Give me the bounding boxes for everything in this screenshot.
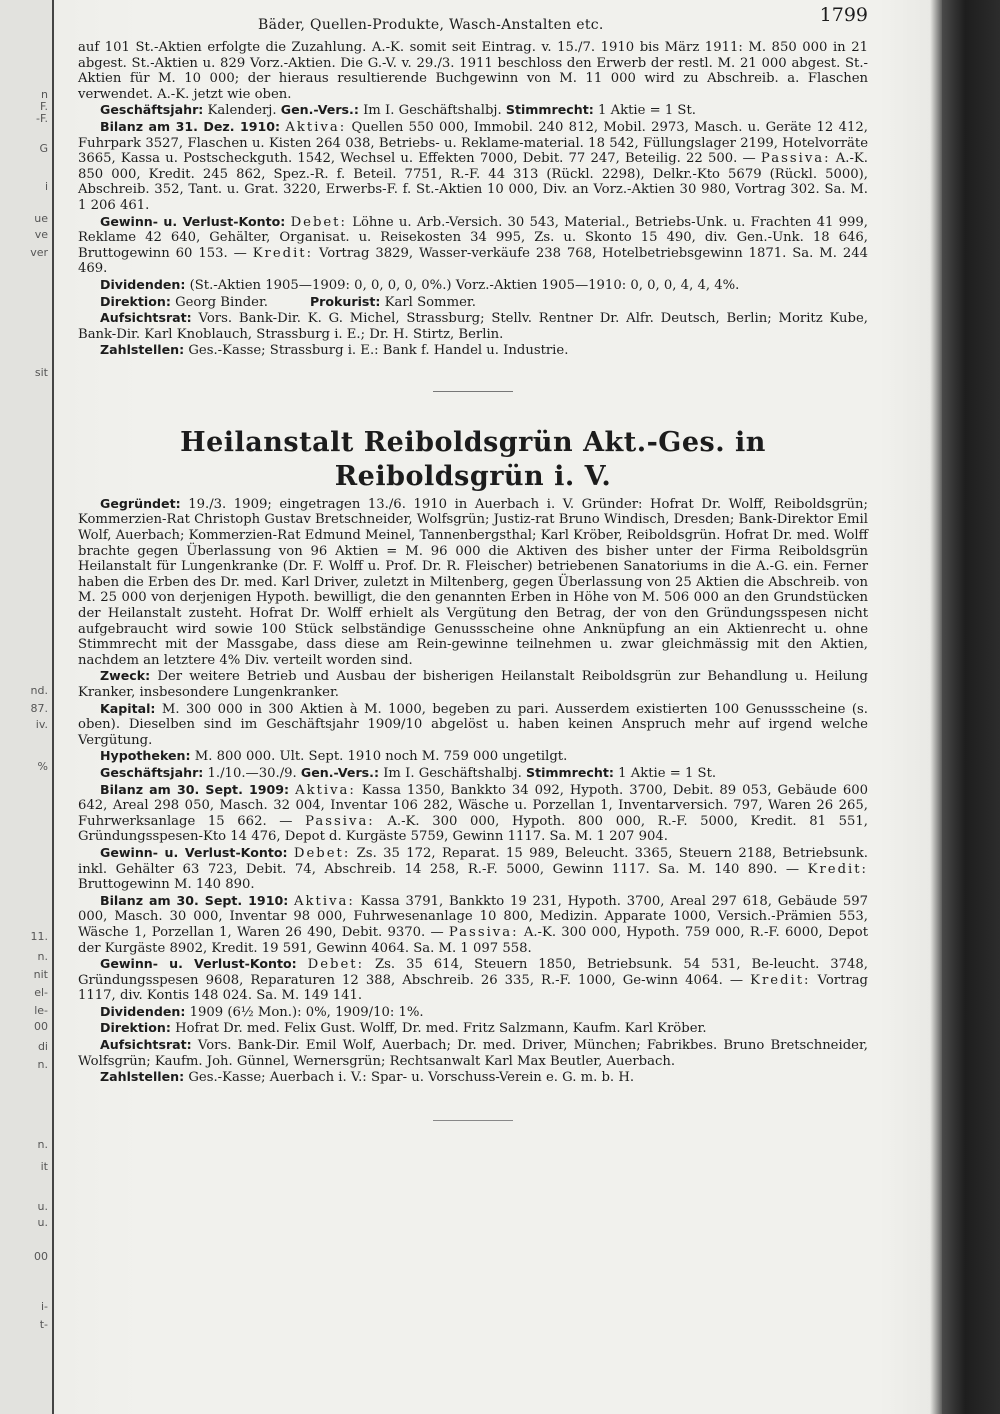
credit-word-1910: Kredit: <box>750 972 811 988</box>
running-head <box>78 6 868 40</box>
balance-1910-label: Bilanz am 30. Sept. 1910: <box>100 892 289 908</box>
balance-1909-label: Bilanz am 30. Sept. 1909: <box>100 781 290 797</box>
voting-right-value-2: 1 Aktie = 1 St. <box>618 765 717 781</box>
dividends-line <box>78 277 868 294</box>
voting-right-value: 1 Aktie = 1 St. <box>597 103 696 119</box>
profit-loss-label: Gewinn- u. Verlust-Konto: <box>100 213 286 229</box>
paying-agents-line-2 <box>78 1069 868 1086</box>
management-label: Direktion: <box>100 293 171 309</box>
paying-agents-text-2: Ges.-Kasse; Auerbach i. V.: Spar- u. Vorschuss-Verein e. G. m. b. H. <box>188 1070 635 1086</box>
assets-1909-text: Kassa 1350, Bankkto 34 092, Hypoth. 3700, Debit. 89 053, Gebäude 600 642, Areal 298 050, Masch. 32 004, Inventar 106 282, Wäsche u. Porzellan 1, Inventarversich. 797, Waren 26 265, Fuhrwerksanlage 15 662. — <box>78 782 868 829</box>
margin-fragment: 00 <box>34 1020 48 1033</box>
procurist-text: Karl Sommer. <box>384 294 476 310</box>
business-year-value-2: 1./10.—30./9. <box>207 765 297 781</box>
margin-fragment: i <box>44 180 48 193</box>
mortgages-line <box>78 748 868 765</box>
supervisory-board-label: Aufsichtsrat: <box>100 310 192 326</box>
general-meeting-label-2: Gen.-Vers.: <box>300 764 379 780</box>
debit-word-1910: Debet: <box>307 957 365 973</box>
margin-fragment: n. <box>37 1058 48 1071</box>
adjacent-page-strip <box>0 0 54 1414</box>
assets-text: Quellen 550 000, Immobil. 240 812, Mobil. 2973, Masch. u. Geräte 12 412, Fuhrpark 3527, Flaschen u. Kisten 264 038, Betriebs- u. Reklame-material. 18 542, Füllungslager 2199, Hotelvorräte 3665, Kassa u. Postscheckguth. 1542, Wechsel u. Effekten 7000, Debit. 77 247, Beteilig. 22 500. — <box>78 119 868 167</box>
page-number: 1799 <box>819 4 868 26</box>
liabilities-word-1909: Passiva: <box>305 813 375 829</box>
margin-fragment: iv. <box>35 718 48 731</box>
debit-text: Löhne u. Arb.-Versich. 30 543, Material., Betriebs-Unk. u. Frachten 41 999, Reklame 42 640, Gehälter, Organisat. u. Reisekosten 34 995, Zs. u. Skonto 15 490, div. Gen.-Unk. 18 646, Bruttogewinn 60 153. — <box>78 214 868 261</box>
profit-loss-1910 <box>78 956 868 1004</box>
capital-label: Kapital: <box>100 700 156 716</box>
running-title: Bäder, Quellen-Produkte, Wasch-Anstalten etc. <box>258 17 604 33</box>
credit-text: Vortrag 3829, Wasser-verkäufe 238 768, Hotelbetriebsgewinn 1871. Sa. M. 244 469. <box>78 245 869 277</box>
liabilities-1910-text: A.-K. 300 000, Hypoth. 759 000, R.-F. 6000, Depot der Kurgäste 8902, Kredit. 19 591, Gewinn 4064. Sa. M. 1 097 558. <box>78 924 868 956</box>
credit-word: Kredit: <box>252 245 314 261</box>
purpose-paragraph <box>78 668 868 700</box>
balance-sheet-1910-b <box>78 893 868 956</box>
liabilities-1909-text: A.-K. 300 000, Hypoth. 800 000, R.-F. 5000, Kredit. 81 551, Gründungsspesen-Kto 14 476, Depot d. Kurgäste 5759, Gewinn 1117. Sa. M. 1 207 904. <box>78 813 869 845</box>
management-text: Georg Binder. <box>175 294 269 310</box>
section-divider <box>433 391 513 392</box>
profit-loss-1909 <box>78 845 868 893</box>
business-year-line <box>78 102 868 119</box>
liabilities-text: A.-K. 850 000, Kredit. 245 862, Spez.-R. f. Beteil. 7751, R.-F. 44 313 (Rückl. 2298), Delkr.-Kto 5679 (Rückl. 5000), Abschreib. 352, Tant. u. Grat. 3220, Erwerbs-F. f. St.-Aktien 10 000, Div. an Vorz.-Aktien 30 980, Vortrag 302. Sa. M. 1 206 461. <box>78 151 868 213</box>
business-year-line-2 <box>78 765 868 782</box>
liabilities-word-1910: Passiva: <box>448 924 519 940</box>
page-content <box>78 6 868 1121</box>
balance-label: Bilanz am 31. Dez. 1910: <box>100 118 281 134</box>
bottom-divider <box>433 1120 513 1121</box>
dividends-line-2 <box>78 1004 868 1021</box>
margin-fragment: t- <box>39 1318 48 1331</box>
supervisory-board-line <box>78 310 868 342</box>
margin-fragment: di <box>37 1040 48 1053</box>
margin-fragment: 11. <box>30 930 48 943</box>
margin-fragment: u. <box>37 1216 48 1229</box>
dividends-text: (St.-Aktien 1905—1909: 0, 0, 0, 0, 0%.) Vorz.-Aktien 1905—1910: 0, 0, 0, 4, 4, 4%. <box>189 277 740 293</box>
margin-fragment: ue <box>34 212 48 225</box>
management-line <box>78 294 868 311</box>
entry-previous-company <box>78 40 868 359</box>
management-label-2: Direktion: <box>100 1020 171 1036</box>
margin-fragment: G <box>39 142 48 155</box>
capital-paragraph <box>78 701 868 749</box>
liabilities-word: Passiva: <box>760 151 831 167</box>
supervisory-board-line-2 <box>78 1037 868 1069</box>
voting-right-label-2: Stimmrecht: <box>526 764 614 780</box>
debit-1909-text: Zs. 35 172, Reparat. 15 989, Beleucht. 3365, Steuern 2188, Betriebsunk. inkl. Gehälter 63 723, Debit. 74, Abschreib. 14 258, R.-F. 5000, Gewinn 1117. Sa. M. 140 890. — <box>78 845 868 877</box>
margin-fragment: u. <box>37 1200 48 1213</box>
founded-text: 19./3. 1909; eingetragen 13./6. 1910 in Auerbach i. V. Gründer: Hofrat Dr. Wolff, Reiboldsgrün; Kommerzien-Rat Christoph Gustav Bretschneider, Wolfsgrün; Justiz-rat Bruno Windisch, Dresden; Bank-Direktor Emil Wolf, Auerbach; Kommerzien-Rat Edmund Meinel, Tannenbergsthal; Karl Kröber, Reiboldsgrün. Hofrat Dr. med. Wolff brachte gegen Überlassung von 96 Aktien = M. 96 000 die Aktiven des bisher unter der Firma Reiboldsgrün Heilanstalt für Lungenkranke (Dr. F. Wolff u. Prof. Dr. R. Fleischer) betriebenen Sanatoriums in die A.-G. ein. Ferner haben die Erben des Dr. med. Karl Driver, zuletzt in Miltenberg, gegen Überlassung von 25 Aktien die Abschreib. von M. 25 000 von derjenigen Hypoth. bewilligt, die den genannten Erben in Höhe von M. 506 000 an den Grundstücken der Heilanstalt zusteht. Hofrat Dr. Wolff erhielt als Vergütung den Betrag, der von den Gründungsspesen nicht aufgebraucht wird sowie 100 Stück selbständige Genussscheine ohne Anknüpfung an ein Aktienrecht u. ohne Stimmrecht mit der Massgabe, dass diese am Rein-gewinne teilnehmen u. zwar gleichmässig mit den Aktien, nachdem an letztere 4% Div. verteilt worden sind. <box>78 496 868 668</box>
paying-agents-text: Ges.-Kasse; Strassburg i. E.: Bank f. Handel u. Industrie. <box>188 343 569 359</box>
margin-fragment: nd. <box>30 684 48 697</box>
margin-fragment: le- <box>34 1004 48 1017</box>
capital-history-text: auf 101 St.-Aktien erfolgte die Zuzahlung. A.-K. somit seit Eintrag. v. 15./7. 1910 bis März 1911: M. 850 000 in 21 abgest. St.-Aktien u. 829 Vorz.-Aktien. Die G.-V. v. 29./3. 1911 beschloss den Erwerb der restl. M. 21 000 abgest. St.-Aktien für M. 10 000; der hieraus resultierende Buchgewinn von M. 11 000 wird zu Abschreib. a. Flaschen verwendet. A.-K. jetzt wie oben. <box>78 40 868 102</box>
assets-1910-text: Kassa 3791, Bankkto 19 231, Hypoth. 3700, Areal 297 618, Gebäude 597 000, Masch. 30 000, Inventar 98 000, Fuhrwesenanlage 10 800, Medizin. Apparate 1000, Versich.-Prämien 553, Wäsche 1, Porzellan 1, Waren 26 490, Debit. 9370. — <box>78 893 869 940</box>
founded-label: Gegründet: <box>100 495 181 511</box>
management-line-2 <box>78 1020 868 1037</box>
business-year-value: Kalenderj. <box>207 103 277 119</box>
profit-loss-1910-label: Gewinn- u. Verlust-Konto: <box>100 956 297 972</box>
mortgages-text: M. 800 000. Ult. Sept. 1910 noch M. 759 000 ungetilgt. <box>194 749 568 765</box>
debit-word-1909: Debet: <box>293 845 351 861</box>
margin-fragment: -F. <box>35 112 48 125</box>
debit-word: Debet: <box>290 214 347 230</box>
purpose-text: Der weitere Betrieb und Ausbau der bisherigen Heilanstalt Reiboldsgrün zur Behandlung u. Heilung Kranker, insbesondere Lungenkranker. <box>78 669 868 700</box>
supervisory-board-text: Vors. Bank-Dir. K. G. Michel, Strassburg; Stellv. Rentner Dr. Alfr. Deutsch, Berlin; Moritz Kube, Bank-Dir. Karl Knoblauch, Strassburg i. E.; Dr. H. Stirtz, Berlin. <box>78 311 868 342</box>
general-meeting-value-2: Im I. Geschäftshalbj. <box>383 765 522 781</box>
margin-fragment: sit <box>34 366 48 379</box>
margin-fragment: n. <box>37 950 48 963</box>
supervisory-board-label-2: Aufsichtsrat: <box>100 1037 192 1053</box>
purpose-label: Zweck: <box>100 668 151 684</box>
margin-fragment: ver <box>30 246 48 259</box>
founded-paragraph <box>78 496 868 669</box>
margin-fragment: 00 <box>34 1250 48 1263</box>
management-text-2: Hofrat Dr. med. Felix Gust. Wolff, Dr. med. Fritz Salzmann, Kaufm. Karl Kröber. <box>175 1021 707 1037</box>
business-year-label: Geschäftsjahr: <box>100 102 204 118</box>
credit-1910-text: Vortrag 1117, div. Kontis 148 024. Sa. M. 149 141. <box>78 972 868 1004</box>
margin-fragment: i- <box>40 1300 48 1313</box>
assets-word: Aktiva: <box>285 119 347 135</box>
voting-right-label: Stimmrecht: <box>505 102 594 118</box>
book-edge-shadow <box>942 0 1000 1414</box>
general-meeting-label: Gen.-Vers.: <box>280 102 359 118</box>
general-meeting-value: Im I. Geschäftshalbj. <box>363 103 502 119</box>
paying-agents-label-2: Zahlstellen: <box>100 1069 185 1085</box>
margin-fragment: % <box>37 760 48 773</box>
paying-agents-line <box>78 342 868 359</box>
company-heading: Heilanstalt Reiboldsgrün Akt.-Ges. in Reiboldsgrün i. V. <box>180 426 766 492</box>
assets-word-1909: Aktiva: <box>295 782 356 798</box>
supervisory-board-text-2: Vors. Bank-Dir. Emil Wolf, Auerbach; Dr. med. Driver, München; Fabrikbes. Bruno Bretschneider, Wolfsgrün; Kaufm. Joh. Günnel, Wernersgrün; Rechtsanwalt Karl Max Beutler, Auerbach. <box>78 1038 868 1069</box>
business-year-label-2: Geschäftsjahr: <box>100 764 204 780</box>
capital-text: M. 300 000 in 300 Aktien à M. 1000, begeben zu pari. Ausserdem existierten 100 Genussscheine (s. oben). Dieselben sind im Geschäftsjahr 1909/10 abgelöst u. haben keinen Anspruch mehr auf irgend welche Vergütung. <box>78 701 868 748</box>
margin-fragment: F. <box>39 100 48 113</box>
balance-sheet-1910 <box>78 119 868 214</box>
margin-fragment: nit <box>33 968 48 981</box>
dividends-text-2: 1909 (6½ Mon.): 0%, 1909/10: 1%. <box>189 1004 424 1020</box>
margin-fragment: it <box>40 1160 48 1173</box>
credit-word-1909: Kredit: <box>807 861 868 877</box>
margin-fragment: ve <box>34 228 48 241</box>
margin-fragment: n <box>41 88 48 101</box>
margin-fragment: n. <box>37 1138 48 1151</box>
balance-sheet-1909 <box>78 782 868 845</box>
credit-1909-text: Bruttogewinn M. 140 890. <box>78 877 255 893</box>
margin-fragment: 87. <box>30 702 48 715</box>
margin-fragment: el- <box>34 986 48 999</box>
assets-word-1910: Aktiva: <box>294 893 355 909</box>
profit-loss-account <box>78 214 868 277</box>
mortgages-label: Hypotheken: <box>100 748 191 764</box>
procurist-label: Prokurist: <box>309 293 381 309</box>
entry-heilanstalt-reiboldsgruen <box>78 426 868 1086</box>
paying-agents-label: Zahlstellen: <box>100 342 185 358</box>
dividends-label: Dividenden: <box>100 276 186 292</box>
debit-1910-text: Zs. 35 614, Steuern 1850, Betriebsunk. 54 531, Be-leucht. 3748, Gründungsspesen 9608, Reparaturen 12 388, Abschreib. 26 335, R.-F. 1000, Ge-winn 4064. — <box>78 957 868 988</box>
profit-loss-1909-label: Gewinn- u. Verlust-Konto: <box>100 844 288 860</box>
dividends-label-2: Dividenden: <box>100 1003 186 1019</box>
